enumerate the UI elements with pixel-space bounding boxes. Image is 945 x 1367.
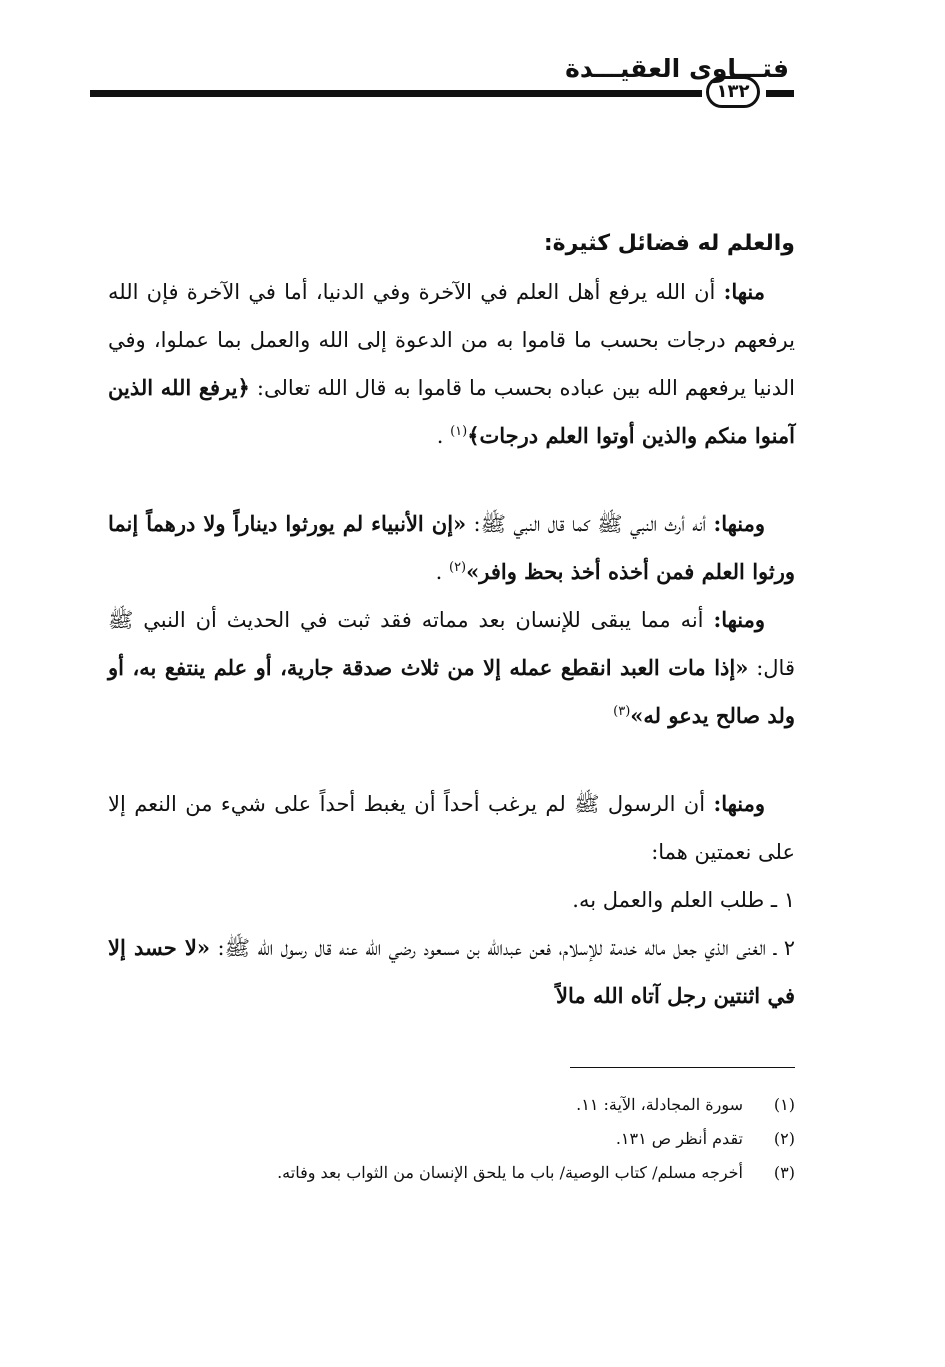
footnotes [108,1088,795,1190]
paragraph-text: أنه مما يبقى للإنسان بعد مماته فقد ثبت في الحديث أن النبي ﷺ قال: [108,608,795,680]
page-number: ١٣٢ [706,76,760,108]
paragraph-1 [108,268,795,460]
hadith-quote: «لا حسد إلا في اثنتين رجل آتاه الله مالاً [108,935,795,1008]
footnote-1 [108,1088,795,1122]
paragraph-4 [108,780,795,876]
hadith-quote: «إن الأنبياء لم يورثوا ديناراً ولا درهماً إنما ورثوا العلم فمن أخذه أخذ بحظ وافر» [108,511,795,584]
header-rule-short [766,90,794,97]
footnote-text: أخرجه مسلم/ كتاب الوصية/ باب ما يلحق الإنسان من الثواب بعد وفاته. [277,1163,743,1182]
footnote-number: (٣) [773,1163,795,1182]
running-header-title: فتـــاوى العقيـــدة [565,54,789,83]
footnote-number: (١) [773,1095,795,1114]
footnote-separator [570,1067,795,1068]
main-text [108,220,795,1020]
footnote-text: سورة المجادلة، الآية: ١١. [576,1095,743,1114]
paragraph-lead: ومنها: [713,791,765,816]
paragraph-end: . [435,560,449,584]
footnote-ref: (٢) [448,560,467,575]
paragraph-2 [108,500,795,596]
list-item-2 [108,924,795,1020]
footnote-3 [108,1156,795,1190]
paragraph-gap [108,460,795,500]
quran-quote: ﴿يرفع الله الذين آمنوا منكم والذين أوتوا العلم درجات﴾ [108,375,795,448]
paragraph-text: أن الرسول ﷺ لم يرغب أحداً أن يغبط أحداً على شيء من النعم إلا على نعمتين هما: [108,792,795,864]
list-item-1: ١ ـ طلب العلم والعمل به. [572,888,795,912]
hadith-quote: «إذا مات العبد انقطع عمله إلا من ثلاث صدقة جارية، أو علم ينتفع به، أو ولد صالح يدعو له» [108,655,795,728]
footnote-ref: (٣) [613,704,631,719]
footnote-number: (٢) [773,1129,795,1148]
footnote-ref: (١) [450,424,468,439]
paragraph-lead: ومنها: [713,511,765,536]
footnote-2 [108,1122,795,1156]
paragraph-3 [108,596,795,740]
section-heading: والعلم له فضائل كثيرة: [543,231,795,256]
paragraph-text: أن الله يرفع أهل العلم في الآخرة وفي الدنيا، أما في الآخرة فإن الله يرفعهم درجات بحسب ما قاموا به من الدعوة إلى الله والعمل بما عملوا، وفي الدنيا يرفعهم الله بين عباده بحسب ما قاموا به قال الله تعالى: [108,280,796,400]
paragraph-lead: ومنها: [713,607,765,632]
paragraph-lead: منها: [723,279,765,304]
paragraph-text: أنه أرث النبي ﷺ كما قال النبي ﷺ: [466,512,714,536]
list-item-text: ٢ ـ الغنى الذي جعل ماله خدمة للإسلام، فعن عبدالله بن مسعود رضي الله عنه قال رسول الله ﷺ: [209,936,795,960]
header-rule [90,90,702,97]
paragraph-end: . [436,424,451,448]
paragraph-gap [108,740,795,780]
footnote-text: تقدم أنظر ص ١٣١. [615,1129,743,1148]
